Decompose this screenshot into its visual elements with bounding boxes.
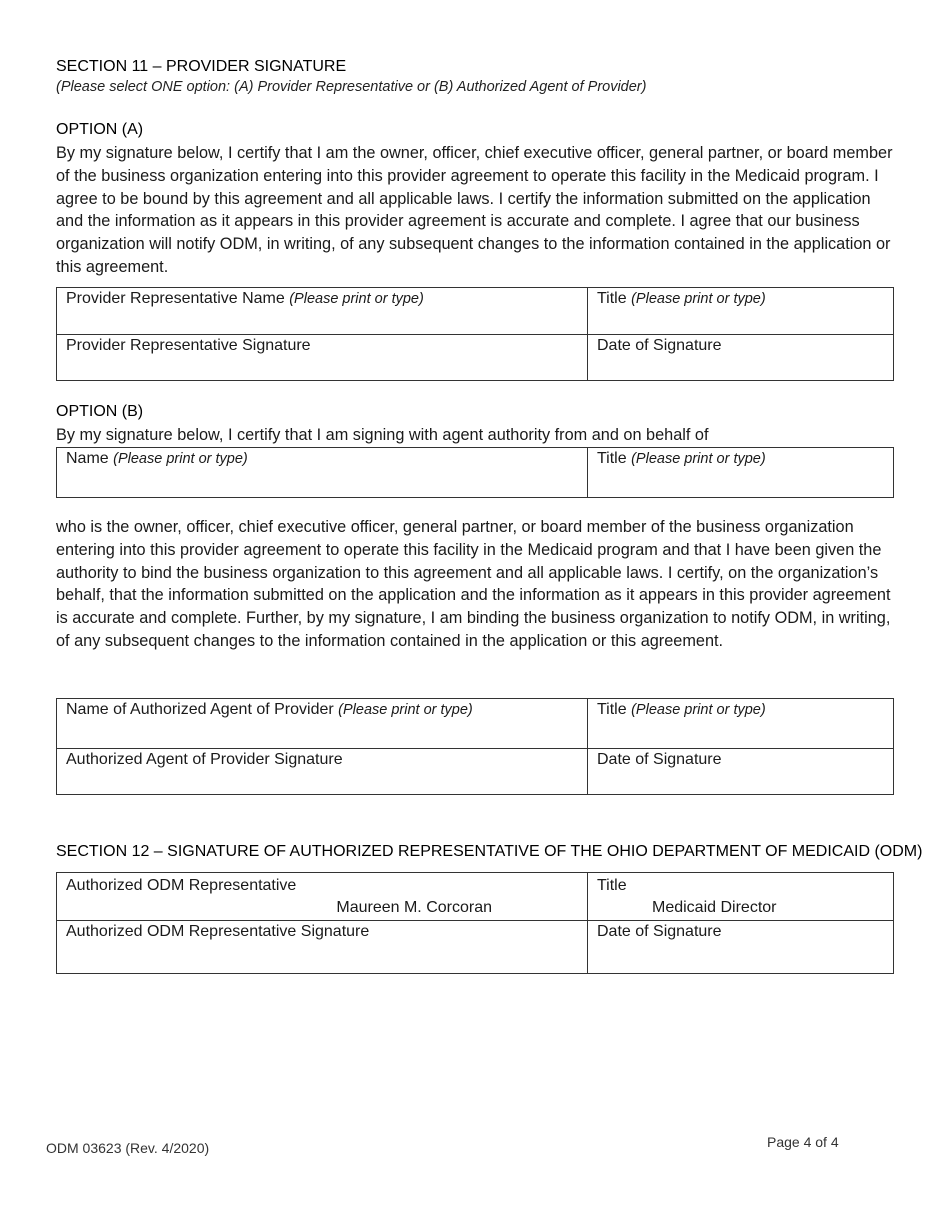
table-row xyxy=(57,448,893,497)
agent-name-field[interactable] xyxy=(57,699,588,748)
table-row xyxy=(57,920,893,973)
table-row xyxy=(57,748,893,794)
field-label: Date of Signature xyxy=(597,337,722,354)
odm-rep-title-field[interactable] xyxy=(588,873,893,920)
page-number: Page 4 of 4 xyxy=(767,1134,839,1150)
principal-name-field[interactable] xyxy=(57,448,588,497)
field-label: Title xyxy=(597,290,627,307)
section-12-signature-table xyxy=(56,872,894,974)
odm-rep-date-field[interactable] xyxy=(588,921,893,973)
field-label: Name of Authorized Agent of Provider xyxy=(66,701,334,718)
option-b-intro: By my signature below, I certify that I am signing with agent authority from and on behalf of xyxy=(56,426,709,444)
provider-rep-signature-field[interactable] xyxy=(57,335,588,380)
field-label: Title xyxy=(597,450,627,467)
odm-rep-name-value: Maureen M. Corcoran xyxy=(336,899,492,916)
field-label: Authorized ODM Representative xyxy=(66,877,297,894)
provider-rep-name-field[interactable] xyxy=(57,288,588,334)
field-label: Provider Representative Name xyxy=(66,290,285,307)
option-a-heading: OPTION (A) xyxy=(56,121,144,138)
odm-rep-title-value: Medicaid Director xyxy=(652,899,777,916)
form-id: ODM 03623 (Rev. 4/2020) xyxy=(46,1140,210,1156)
field-label: Date of Signature xyxy=(597,923,722,940)
field-hint: (Please print or type) xyxy=(631,451,766,467)
principal-title-field[interactable] xyxy=(588,448,893,497)
section-11-heading: SECTION 11 – PROVIDER SIGNATURE xyxy=(56,58,347,75)
section-12-heading: SECTION 12 – SIGNATURE OF AUTHORIZED REPRESENTATIVE OF THE OHIO DEPARTMENT OF MEDICAID (ODM) xyxy=(56,843,923,860)
field-hint: (Please print or type) xyxy=(631,702,766,718)
field-label: Date of Signature xyxy=(597,751,722,768)
odm-rep-signature-field[interactable] xyxy=(57,921,588,973)
field-hint: (Please print or type) xyxy=(631,291,766,307)
provider-rep-title-field[interactable] xyxy=(588,288,893,334)
provider-rep-date-field[interactable] xyxy=(588,335,893,380)
field-label: Provider Representative Signature xyxy=(66,337,311,354)
option-b-heading: OPTION (B) xyxy=(56,403,144,420)
odm-rep-name-field[interactable] xyxy=(57,873,588,920)
option-b-principal-table xyxy=(56,447,894,498)
table-row xyxy=(57,699,893,748)
option-b-paragraph: who is the owner, officer, chief executive officer, general partner, or board member of the business organization entering into this provider agreement to operate this facility in the Medicaid program and that I have been given the authority to bind the business organization to this agreement and all applicable laws. I certify, on the organization’s behalf, that the information submitted on the application and the information as it appears in this provider agreement is accurate and complete. Further, by my signature, I am binding the business organization to notify ODM, in writing, of any subsequent changes to the information contained in the application or this agreement. xyxy=(56,518,891,650)
field-label: Title xyxy=(597,877,627,894)
field-hint: (Please print or type) xyxy=(113,451,248,467)
field-label: Title xyxy=(597,701,627,718)
option-a-paragraph: By my signature below, I certify that I am the owner, officer, chief executive officer, general partner, or board member of the business organization entering into this provider agreement to operate this facility in the Medicaid program. I agree to be bound by this agreement and all applicable laws. I certify the information submitted on the application and the information as it appears in this provider agreement is accurate and complete. I agree that our business organization will notify ODM, in writing, of any subsequent changes to the information contained in the application or this agreement. xyxy=(56,144,893,276)
agent-title-field[interactable] xyxy=(588,699,893,748)
agent-date-field[interactable] xyxy=(588,749,893,794)
field-label: Authorized Agent of Provider Signature xyxy=(66,751,343,768)
table-row xyxy=(57,288,893,334)
agent-signature-field[interactable] xyxy=(57,749,588,794)
field-label: Name xyxy=(66,450,109,467)
table-row xyxy=(57,334,893,380)
table-row xyxy=(57,873,893,920)
option-a-signature-table xyxy=(56,287,894,381)
field-label: Authorized ODM Representative Signature xyxy=(66,923,370,940)
field-hint: (Please print or type) xyxy=(338,702,473,718)
field-hint: (Please print or type) xyxy=(289,291,424,307)
section-11-instruction: (Please select ONE option: (A) Provider Representative or (B) Authorized Agent of Provider) xyxy=(56,79,647,95)
option-b-signature-table xyxy=(56,698,894,795)
